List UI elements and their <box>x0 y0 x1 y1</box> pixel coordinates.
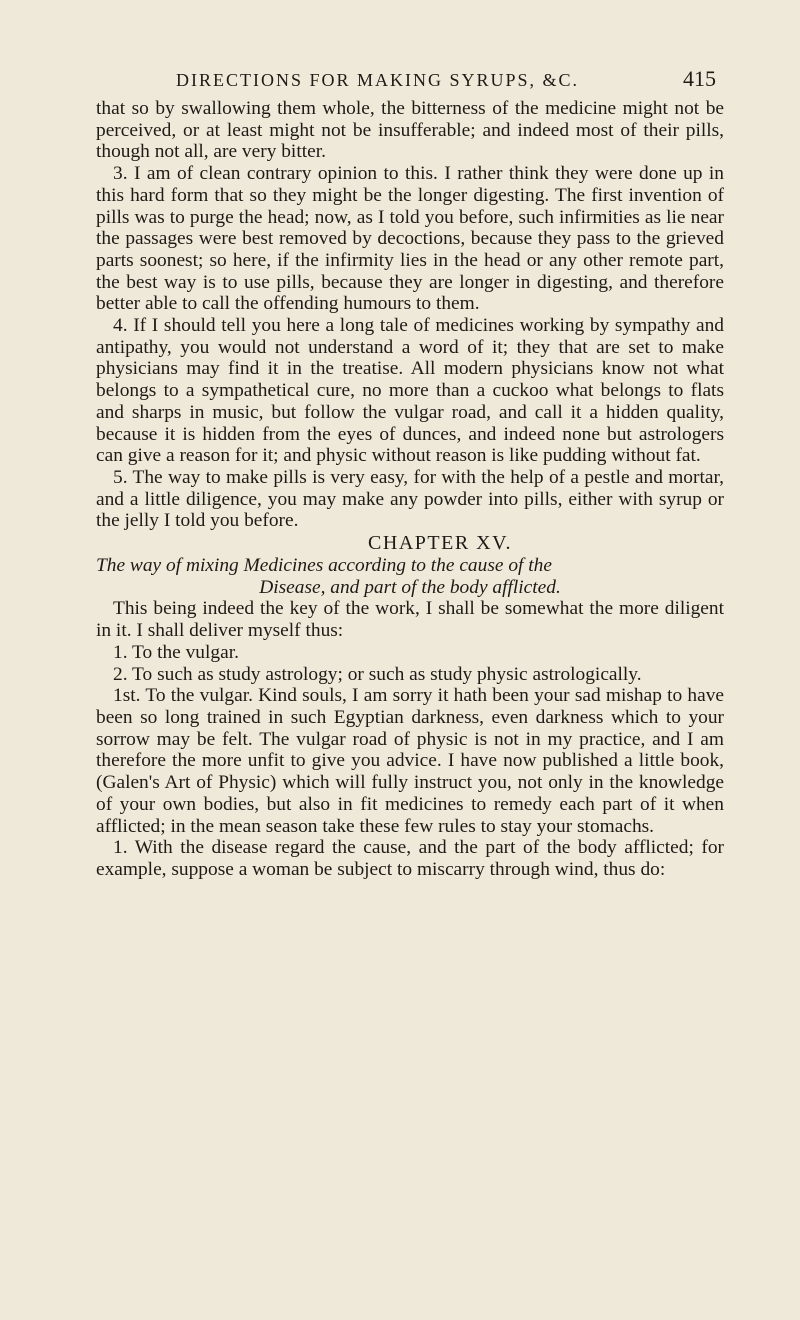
chapter-heading: CHAPTER XV. <box>368 532 512 555</box>
running-title: DIRECTIONS FOR MAKING SYRUPS, &C. <box>176 70 580 90</box>
running-head <box>176 66 716 96</box>
paragraph-rule-1: 1. With the disease regard the cause, and the part of the body afflicted; for example, suppose a woman be subject to miscarry through wind, thus do: <box>96 837 724 880</box>
page-number: 415 <box>683 66 716 91</box>
paragraph-3: 3. I am of clean contrary opinion to this. I rather think they were done up in this hard form that so they might be the longer digesting. The first invention of pills was to purge the head; now, as I told you before, such infirmities as lie near the passages were best removed by decoctions, because they pass to the grieved parts soonest; so here, if the infirmity lies in the head or any other remote part, the best way is to use pills, because they are longer in digesting, and therefore better able to call the offending humours to them. <box>96 163 724 315</box>
paragraph-intro: This being indeed the key of the work, I shall be somewhat the more diligent in it. I shall deliver myself thus: <box>96 598 724 642</box>
chapter-subtitle-line-2: Disease, and part of the body afflicted. <box>259 576 561 598</box>
paragraph-5: 5. The way to make pills is very easy, for with the help of a pestle and mortar, and a little diligence, you may make any powder into pills, either with syrup or the jelly I told you before. <box>96 466 724 532</box>
paragraph-first-vulgar: 1st. To the vulgar. Kind souls, I am sorry it hath been your sad mishap to have been so long trained in such Egyptian darkness, even darkness which to your sorrow may be felt. The vulgar road of physic is not in my practice, and I am therefore the more unfit to give you advice. I have now published a little book, (Galen's Art of Physic) which will fully instruct you, not only in the knowledge of your own bodies, but also in fit medicines to remedy each part of it when afflicted; in the mean season take these few rules to stay your stomachs. <box>96 685 724 837</box>
list-item-astrology: 2. To such as study astrology; or such as study physic astrologically. <box>113 663 642 685</box>
paragraph-4: 4. If I should tell you here a long tale of medicines working by sympathy and antipathy, you would not understand a word of it; they that are set to make physicians may find it in the treatise. All modern physicians know not what belongs to a sympathetical cure, no more than a cuckoo what belongs to flats and sharps in music, but follow the vulgar road, and call it a hidden quality, because it is hidden from the eyes of dunces, and indeed none but astrologers can give a reason for it; and physic without reason is like pudding without fat. <box>96 315 724 467</box>
body-text <box>96 98 724 881</box>
chapter-subtitle <box>96 555 724 598</box>
list-item-vulgar: 1. To the vulgar. <box>113 641 239 663</box>
chapter-subtitle-line-1: The way of mixing Medicines according to the cause of the <box>96 555 552 577</box>
paragraph-continuation: that so by swallowing them whole, the bitterness of the medicine might not be perceived, or at least might not be insufferable; and indeed most of their pills, though not all, are very bitter. <box>96 98 724 163</box>
